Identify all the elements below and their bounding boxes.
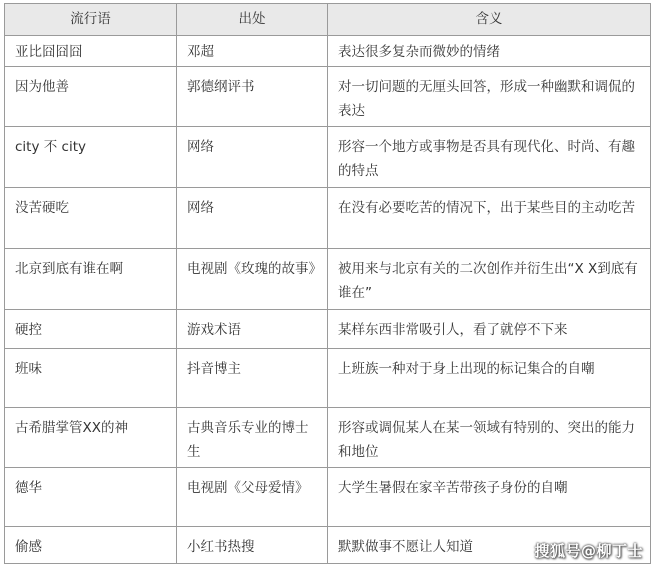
slang-cell: 没苦硬吃 (5, 188, 177, 249)
table-row (5, 349, 651, 408)
meaning-cell: 大学生暑假在家辛苦带孩子身份的自嘲 (328, 468, 651, 527)
source-cell: 游戏术语 (177, 310, 328, 349)
meaning-cell: 某样东西非常吸引人，看了就停不下来 (328, 310, 651, 349)
slang-table (4, 3, 651, 564)
source-cell: 网络 (177, 188, 328, 249)
source-cell: 古典音乐专业的博士生 (177, 408, 328, 468)
meaning-cell: 形容或调侃某人在某一领域有特别的、突出的能力和地位 (328, 408, 651, 468)
table-row (5, 310, 651, 349)
header-row (5, 4, 651, 36)
slang-cell: 班味 (5, 349, 177, 408)
table-row (5, 249, 651, 310)
meaning-cell: 上班族一种对于身上出现的标记集合的自嘲 (328, 349, 651, 408)
source-cell: 电视剧《父母爱情》 (177, 468, 328, 527)
table-row (5, 36, 651, 67)
slang-cell: 亚比囧囧囧 (5, 36, 177, 67)
slang-cell: 德华 (5, 468, 177, 527)
slang-cell: 北京到底有谁在啊 (5, 249, 177, 310)
source-cell: 邓超 (177, 36, 328, 67)
meaning-cell: 被用来与北京有关的二次创作并衍生出“X X到底有谁在” (328, 249, 651, 310)
source-cell: 网络 (177, 127, 328, 188)
source-cell: 郭德纲评书 (177, 67, 328, 127)
table-row (5, 67, 651, 127)
meaning-cell: 形容一个地方或事物是否具有现代化、时尚、有趣的特点 (328, 127, 651, 188)
source-cell: 小红书热搜 (177, 527, 328, 564)
header-source: 出处 (177, 4, 328, 36)
meaning-cell: 表达很多复杂而微妙的情绪 (328, 36, 651, 67)
meaning-cell: 对一切问题的无厘头回答，形成一种幽默和调侃的表达 (328, 67, 651, 127)
table-row (5, 468, 651, 527)
table-row (5, 408, 651, 468)
source-cell: 抖音博主 (177, 349, 328, 408)
watermark: 搜狐号@柳丁士 (534, 542, 643, 560)
slang-cell: city 不 city (5, 127, 177, 188)
meaning-cell: 在没有必要吃苦的情况下，出于某些目的主动吃苦 (328, 188, 651, 249)
header-slang: 流行语 (5, 4, 177, 36)
header-meaning: 含义 (328, 4, 651, 36)
source-cell: 电视剧《玫瑰的故事》 (177, 249, 328, 310)
table-row (5, 127, 651, 188)
table-row (5, 188, 651, 249)
meaning-cell: 默默做事不愿让人知道 (328, 527, 651, 564)
slang-cell: 因为他善 (5, 67, 177, 127)
slang-cell: 硬控 (5, 310, 177, 349)
slang-cell: 偷感 (5, 527, 177, 564)
slang-cell: 古希腊掌管XX的神 (5, 408, 177, 468)
